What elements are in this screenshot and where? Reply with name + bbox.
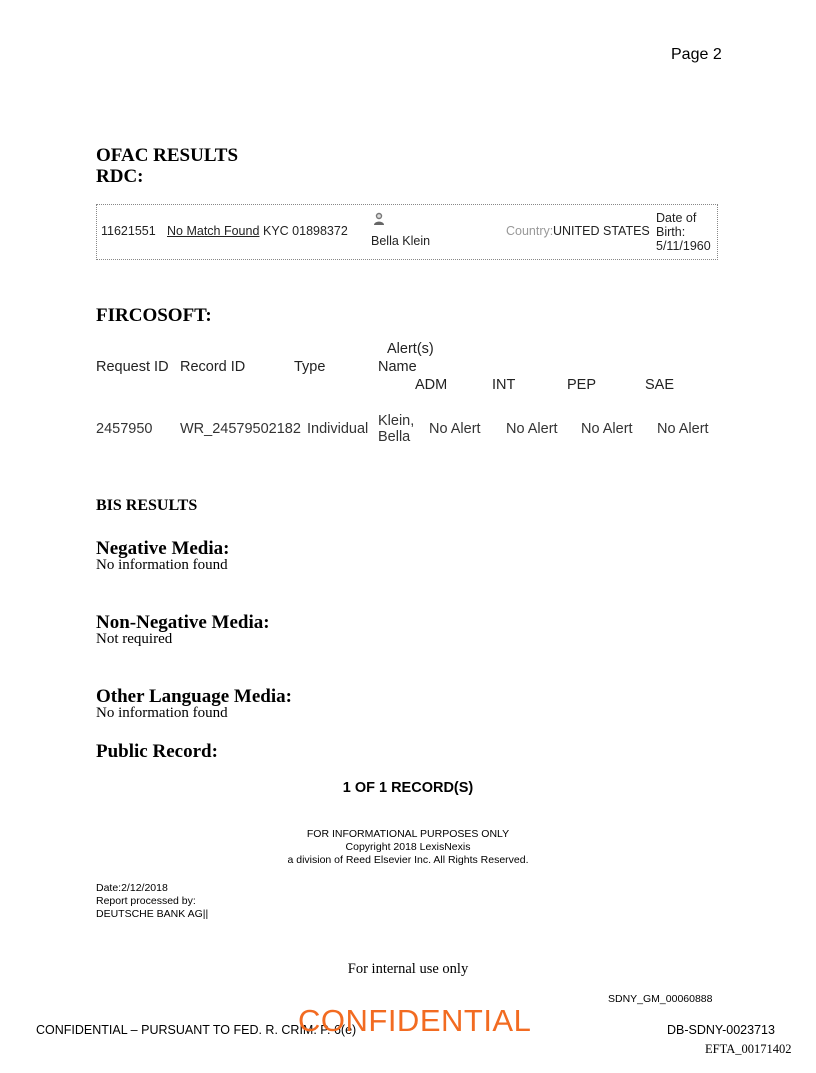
other-language-media-title: Other Language Media: [96, 686, 292, 707]
fs-int: No Alert [506, 421, 558, 437]
fs-header-type: Type [294, 359, 326, 375]
fs-header-adm: ADM [415, 377, 448, 393]
fs-pep: No Alert [581, 421, 633, 437]
rdc-match-status-link[interactable]: No Match Found [167, 224, 260, 238]
copyright-line1: FOR INFORMATIONAL PURPOSES ONLY [306, 828, 510, 840]
record-count: 1 OF 1 RECORD(S) [342, 780, 474, 796]
rdc-country-label: Country: [506, 224, 554, 238]
public-record-title: Public Record: [96, 741, 218, 762]
rdc-id: 11621551 [101, 224, 156, 238]
rdc-name: Bella Klein [371, 234, 431, 248]
report-meta [96, 882, 208, 921]
report-processed-label: Report processed by: [96, 895, 196, 907]
fs-header-name: Name [378, 359, 417, 375]
fs-header-alerts: Alert(s) [387, 341, 434, 357]
bates-sdny: SDNY_GM_00060888 [608, 993, 713, 1005]
fs-request-id: 2457950 [96, 421, 153, 437]
fs-record-id: WR_24579502182 [180, 421, 301, 437]
confidential-notice: CONFIDENTIAL – PURSUANT TO FED. R. CRIM. P. 6(e) [36, 1023, 357, 1037]
rdc-dob-value: 5/11/1960 [656, 239, 711, 253]
copyright-line3: a division of Reed Elsevier Inc. All Rights Reserved. [287, 854, 529, 866]
page-number: Page 2 [671, 46, 722, 63]
fs-header-sae: SAE [645, 377, 675, 393]
rdc-kyc-ref: KYC 01898372 [263, 224, 348, 238]
negative-media-text: No information found [96, 557, 228, 573]
rdc-dob-label-line1: Date of [656, 211, 697, 225]
fs-header-int: INT [492, 377, 516, 393]
bates-db: DB-SDNY-0023713 [667, 1023, 775, 1037]
fs-sae: No Alert [657, 421, 709, 437]
fs-name-line2: Bella [378, 429, 411, 445]
confidential-stamp: CONFIDENTIAL [298, 1003, 532, 1038]
other-language-media-text: No information found [96, 705, 228, 721]
fs-header-request-id: Request ID [96, 359, 169, 375]
internal-use-notice: For internal use only [347, 961, 469, 977]
rdc-heading: RDC: [96, 166, 144, 187]
bis-heading: BIS RESULTS [96, 497, 198, 514]
report-date: Date:2/12/2018 [96, 882, 168, 894]
rdc-country-value: UNITED STATES [553, 224, 650, 238]
report-processed-by: DEUTSCHE BANK AG|| [96, 908, 209, 920]
non-negative-media-title: Non-Negative Media: [96, 612, 270, 633]
fs-header-record-id: Record ID [180, 359, 246, 375]
rdc-dob-label-line2: Birth: [656, 225, 686, 239]
non-negative-media-text: Not required [96, 631, 173, 647]
fs-type: Individual [307, 421, 369, 437]
copyright-block [0, 828, 816, 867]
fs-name-line1: Klein, [378, 413, 415, 429]
person-icon [373, 212, 385, 229]
fs-adm: No Alert [429, 421, 481, 437]
efta-number: EFTA_00171402 [705, 1042, 792, 1056]
negative-media-title: Negative Media: [96, 538, 230, 559]
ofac-heading: OFAC RESULTS [96, 145, 239, 166]
fircosoft-heading: FIRCOSOFT: [96, 305, 212, 326]
copyright-line2: Copyright 2018 LexisNexis [345, 841, 471, 853]
fs-header-pep: PEP [567, 377, 597, 393]
rdc-result-row [96, 204, 718, 260]
